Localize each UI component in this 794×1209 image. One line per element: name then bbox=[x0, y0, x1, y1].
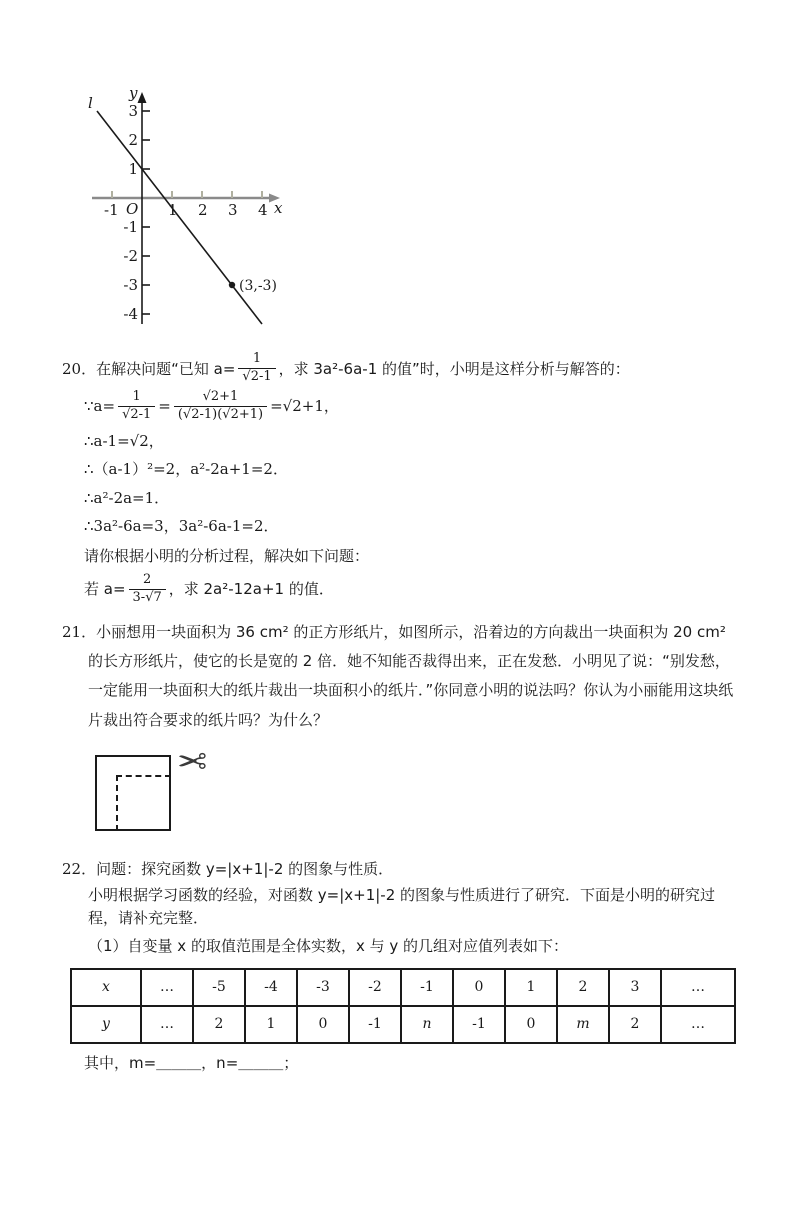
problem-number: 21． bbox=[62, 622, 97, 641]
solution-step-1: ∵a= $\frac{1}{√2-1}$ = $\frac{√2+1}{(√2-1)(√2+1)}$ =√2+1， bbox=[84, 388, 339, 422]
problem-20-prompt: 请你根据小明的分析过程，解决如下问题： bbox=[84, 546, 370, 565]
x-tick: 2 bbox=[198, 201, 208, 219]
y-row-header: y bbox=[71, 1006, 141, 1043]
square-paper bbox=[95, 755, 171, 831]
fraction: $\frac{1}{√2-1}$ bbox=[238, 352, 275, 385]
value-m-cell: m bbox=[557, 1006, 609, 1043]
problem-22 bbox=[0, 855, 794, 1075]
solution-step-5: ∴3a²-6a=3，3a²-6a-1=2． bbox=[84, 517, 279, 536]
problem-20-task: 若 a= $\frac{2}{3-√7}$ ，求 2a²-12a+1 的值． bbox=[84, 572, 334, 605]
solution-step-4: ∴a²-2a=1． bbox=[84, 488, 170, 507]
y-axis-label: y bbox=[129, 86, 138, 102]
cut-line-horizontal bbox=[116, 775, 171, 777]
solution-step-2: ∴a-1=√2， bbox=[84, 431, 164, 450]
value-table bbox=[70, 968, 736, 1044]
y-tick: 2 bbox=[128, 131, 138, 149]
x-tick: 1 bbox=[168, 201, 178, 219]
line-label: l bbox=[88, 94, 93, 112]
x-row-header: x bbox=[71, 969, 141, 1006]
table-footer-blanks: 其中，m=＿＿＿，n=＿＿＿； bbox=[84, 1053, 299, 1072]
y-tick: -3 bbox=[123, 276, 138, 294]
problem-21-text: 21．小丽想用一块面积为 36 cm² 的正方形纸片，如图所示，沿着边的方向裁出一块面积为 20 cm² 的长方形纸片，使它的长是宽的 2 倍．她不知能否裁得出来，正在发愁．小明见了说：“别发愁，一定能用一块面积大的纸片裁出一块面积小的纸片．”你同意小明的说法吗？你认为小丽能用这块纸片裁出符合要求的纸片吗？为什么？ bbox=[62, 622, 734, 729]
cut-line-vertical bbox=[116, 775, 118, 831]
fraction: $\frac{1}{√2-1}$ bbox=[118, 390, 155, 423]
x-tick: 4 bbox=[258, 201, 268, 219]
x-axis-label: x bbox=[274, 199, 283, 217]
point-label: (3,-3) bbox=[239, 278, 277, 294]
problem-21-figure bbox=[95, 741, 295, 841]
y-tick: 1 bbox=[128, 160, 138, 178]
value-n-cell: n bbox=[401, 1006, 453, 1043]
origin-label: O bbox=[126, 200, 139, 218]
y-axis bbox=[138, 92, 151, 324]
y-tick: -1 bbox=[123, 218, 138, 236]
y-tick: 3 bbox=[128, 102, 138, 120]
problem-number: 20． bbox=[62, 359, 97, 378]
problem-20 bbox=[0, 352, 794, 606]
fraction: $\frac{2}{3-√7}$ bbox=[129, 573, 166, 606]
y-tick: -4 bbox=[123, 305, 138, 323]
solution-step-3: ∴（a-1）²=2，a²-2a+1=2． bbox=[84, 460, 288, 479]
x-tick: 3 bbox=[228, 201, 238, 219]
problem-22-line1: 22．问题：探究函数 y=|x+1|-2 的图象与性质． bbox=[62, 859, 394, 878]
problem-22-line2: 小明根据学习函数的经验，对函数 y=|x+1|-2 的图象与性质进行了研究．下面是小明的研究过程，请补充完整． bbox=[88, 886, 716, 928]
y-tick: -2 bbox=[123, 247, 138, 265]
problem-22-line3: （1）自变量 x 的取值范围是全体实数，x 与 y 的几组对应值列表如下： bbox=[88, 936, 569, 955]
fraction: $\frac{√2+1}{(√2-1)(√2+1)}$ bbox=[174, 390, 267, 423]
x-axis bbox=[92, 191, 280, 203]
point-3-neg3 bbox=[229, 282, 235, 288]
problem-21 bbox=[0, 618, 794, 841]
scissors-icon: ✂ bbox=[177, 741, 208, 783]
problem-20-intro-pre: 在解决问题“已知 a= bbox=[96, 359, 236, 378]
problem-20-title bbox=[62, 352, 744, 385]
coordinate-graph bbox=[84, 86, 294, 344]
problem-number: 22． bbox=[62, 859, 97, 878]
x-tick: -1 bbox=[104, 201, 119, 219]
table-row-y: y … 2 1 0 -1 n -1 0 m 2 … bbox=[71, 1006, 735, 1043]
problem-20-intro-post: ，求 3a²-6a-1 的值”时，小明是这样分析与解答的： bbox=[278, 359, 630, 378]
table-row-x: x … -5 -4 -3 -2 -1 0 1 2 3 … bbox=[71, 969, 735, 1006]
